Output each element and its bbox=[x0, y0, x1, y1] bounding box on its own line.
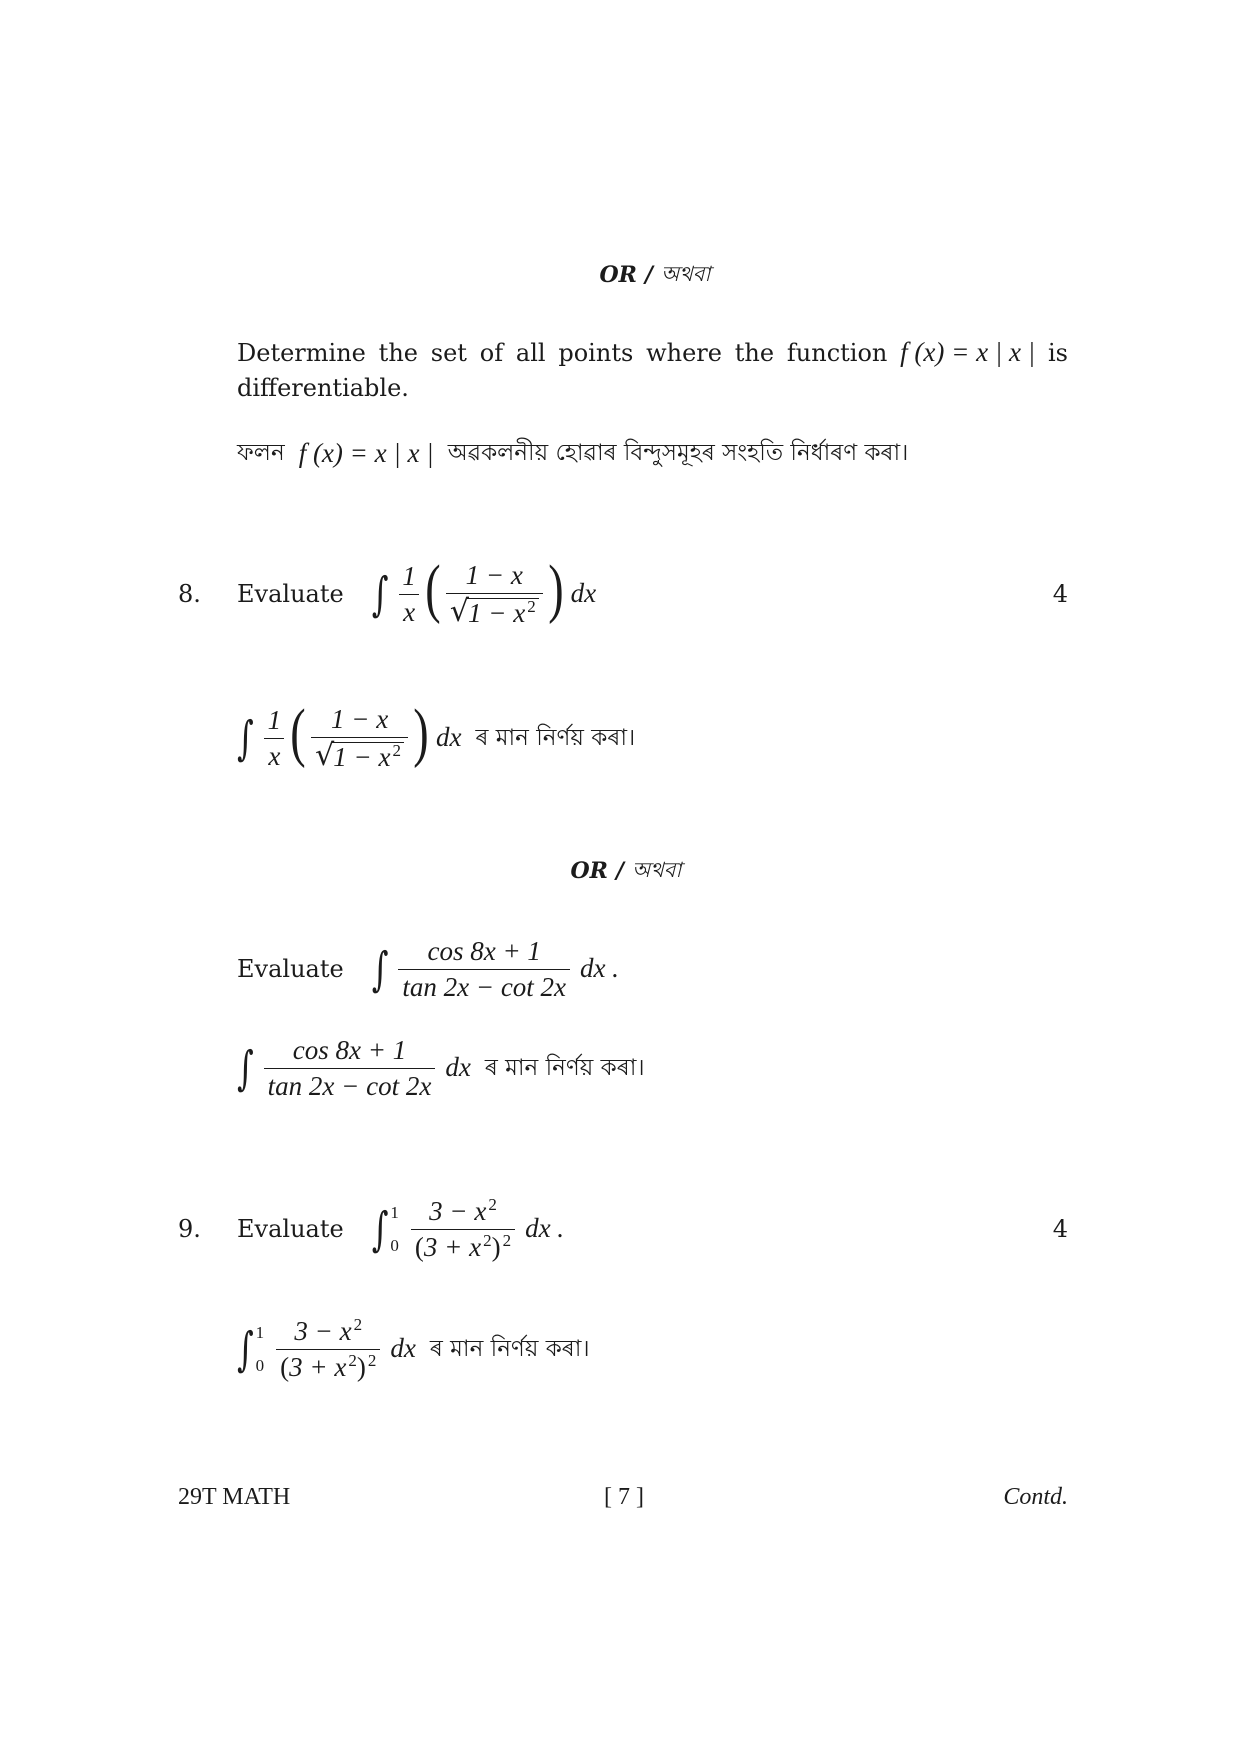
exponent: 2 bbox=[392, 740, 401, 760]
fraction-one-over-x bbox=[264, 706, 286, 770]
lower-limit: 0 bbox=[390, 1236, 399, 1255]
lower-limit: 0 bbox=[255, 1356, 265, 1375]
page-number: [ 7 ] bbox=[604, 1484, 644, 1510]
left-parenthesis: ( bbox=[414, 1231, 424, 1262]
q8-integral-expression bbox=[237, 696, 462, 773]
numerator-base: 3 − x bbox=[294, 1316, 352, 1347]
right-parenthesis: ) bbox=[547, 552, 564, 625]
q8-alt-question-assamese bbox=[237, 1032, 645, 1104]
integral-sign: ∫ bbox=[237, 1321, 254, 1377]
radicand bbox=[467, 598, 539, 627]
or-slash: / bbox=[644, 262, 653, 288]
q9-question bbox=[237, 1187, 563, 1271]
rational-fraction bbox=[411, 1197, 515, 1261]
period: . bbox=[611, 953, 619, 984]
integral-sign: ∫ bbox=[371, 941, 389, 997]
exponent: 2 bbox=[502, 1230, 512, 1250]
upper-limit: 1 bbox=[255, 1323, 265, 1342]
fraction-denominator bbox=[276, 1349, 380, 1381]
alt-as-text: অৱকলনীয় হোৱাৰ বিন্দুসমূহৰ সংহতি নিৰ্ধাৰণ কৰা। bbox=[447, 440, 909, 466]
function-expression: f (x) = x | x | bbox=[298, 438, 434, 468]
q8-question bbox=[237, 552, 596, 636]
alt-statement-word: differentiable. bbox=[237, 374, 409, 402]
differential: dx bbox=[570, 578, 597, 609]
or-label-en: OR bbox=[599, 262, 637, 288]
fraction-numerator bbox=[425, 1197, 501, 1228]
q8-alt-integral-expression bbox=[372, 937, 619, 1001]
integral-limits bbox=[390, 1204, 399, 1254]
integral-sign: ∫ bbox=[371, 1201, 389, 1257]
fraction-numerator: cos 8x + 1 bbox=[427, 936, 541, 967]
square-root bbox=[315, 737, 404, 773]
exponent: 2 bbox=[353, 1315, 363, 1335]
right-parenthesis: ) bbox=[413, 696, 429, 769]
question-number: 8. bbox=[178, 580, 201, 608]
continued-label: Contd. bbox=[1003, 1484, 1068, 1510]
rational-fraction bbox=[276, 1317, 380, 1381]
radicand-base: 1 − x bbox=[467, 597, 526, 628]
alt-as-prefix: ফলন bbox=[237, 440, 285, 466]
or-divider bbox=[455, 259, 855, 291]
marks: 4 bbox=[1052, 580, 1068, 608]
alt-statement-assamese bbox=[237, 437, 908, 469]
integral-limits bbox=[256, 1324, 265, 1374]
fraction-numerator bbox=[290, 1317, 366, 1348]
marks: 4 bbox=[1052, 1215, 1068, 1243]
denominator-base: 3 + x bbox=[423, 1231, 482, 1262]
q8-alt-question bbox=[237, 933, 618, 1005]
square-root bbox=[449, 593, 539, 629]
fraction-numerator: 1 − x bbox=[330, 704, 389, 735]
or-label-as: অথবা bbox=[660, 261, 711, 286]
or-slash: / bbox=[615, 858, 624, 884]
exponent: 2 bbox=[348, 1350, 357, 1370]
fraction-denominator bbox=[446, 593, 543, 627]
radicand bbox=[332, 742, 404, 771]
left-parenthesis: ( bbox=[280, 1351, 290, 1382]
inner-fraction bbox=[446, 560, 543, 629]
right-parenthesis: ) bbox=[491, 1231, 501, 1262]
fraction-denominator: x bbox=[264, 738, 284, 770]
q8-as-suffix: ৰ মান নিৰ্ণয় কৰা। bbox=[475, 725, 636, 751]
alt-statement-line2 bbox=[237, 372, 409, 404]
fraction-numerator: 1 − x bbox=[465, 560, 523, 591]
q8-alt-verb: Evaluate bbox=[237, 955, 344, 983]
q8-alt-integral-expression bbox=[237, 1036, 471, 1100]
definite-integral bbox=[371, 1201, 407, 1257]
fraction-denominator bbox=[311, 737, 408, 771]
radical-sign: √ bbox=[315, 737, 335, 773]
q8-alt-as-suffix: ৰ মান নিৰ্ণয় কৰা। bbox=[484, 1055, 645, 1081]
q8-integral-expression bbox=[371, 552, 597, 629]
exponent: 2 bbox=[483, 1230, 492, 1250]
radicand-base: 1 − x bbox=[333, 741, 391, 772]
fraction-denominator: tan 2x − cot 2x bbox=[398, 969, 570, 1001]
q9-integral-expression bbox=[372, 1197, 564, 1261]
fraction-denominator: x bbox=[399, 594, 419, 626]
differential: dx bbox=[445, 1052, 471, 1083]
exponent: 2 bbox=[488, 1195, 497, 1215]
trig-fraction bbox=[398, 937, 570, 1001]
paper-code: 29T MATH bbox=[178, 1484, 291, 1510]
or-divider bbox=[426, 855, 826, 887]
exponent: 2 bbox=[527, 596, 536, 616]
fraction-numerator: 1 bbox=[267, 705, 282, 736]
trig-fraction bbox=[264, 1036, 436, 1100]
left-parenthesis: ( bbox=[290, 696, 306, 769]
radical-sign: √ bbox=[449, 593, 469, 629]
fraction-denominator: tan 2x − cot 2x bbox=[264, 1068, 436, 1100]
q8-question-assamese bbox=[237, 696, 635, 780]
inner-fraction bbox=[311, 704, 408, 773]
differential: dx bbox=[525, 1213, 551, 1244]
function-expression: f (x) = x | x | bbox=[900, 337, 1036, 367]
alt-statement-line1 bbox=[237, 336, 1068, 368]
q9-verb: Evaluate bbox=[237, 1215, 344, 1243]
definite-integral bbox=[237, 1321, 272, 1377]
fraction-numerator: cos 8x + 1 bbox=[292, 1035, 407, 1066]
period: . bbox=[556, 1213, 564, 1244]
denominator-base: 3 + x bbox=[289, 1351, 347, 1382]
q9-as-suffix: ৰ মান নিৰ্ণয় কৰা। bbox=[429, 1336, 590, 1362]
fraction-numerator: 1 bbox=[402, 561, 416, 592]
upper-limit: 1 bbox=[390, 1203, 399, 1222]
differential: dx bbox=[435, 722, 462, 753]
integral-sign: ∫ bbox=[371, 566, 389, 622]
differential: dx bbox=[390, 1333, 416, 1364]
q8-verb: Evaluate bbox=[237, 580, 344, 608]
integral-sign: ∫ bbox=[237, 1040, 254, 1096]
alt-statement-text: Determine the set of all points where the function bbox=[237, 339, 888, 367]
question-number: 9. bbox=[178, 1215, 201, 1243]
fraction-one-over-x bbox=[398, 562, 420, 626]
differential: dx bbox=[580, 953, 606, 984]
or-label-en: OR bbox=[570, 858, 608, 884]
q9-integral-expression bbox=[237, 1317, 416, 1381]
fraction-denominator bbox=[411, 1229, 515, 1261]
exponent: 2 bbox=[367, 1350, 377, 1370]
integral-sign: ∫ bbox=[237, 710, 254, 766]
right-parenthesis: ) bbox=[356, 1351, 366, 1382]
numerator-base: 3 − x bbox=[429, 1196, 487, 1227]
left-parenthesis: ( bbox=[425, 552, 441, 625]
or-label-as: অথবা bbox=[631, 857, 682, 882]
alt-statement-is: is bbox=[1047, 339, 1068, 367]
q9-question-assamese bbox=[237, 1307, 590, 1391]
